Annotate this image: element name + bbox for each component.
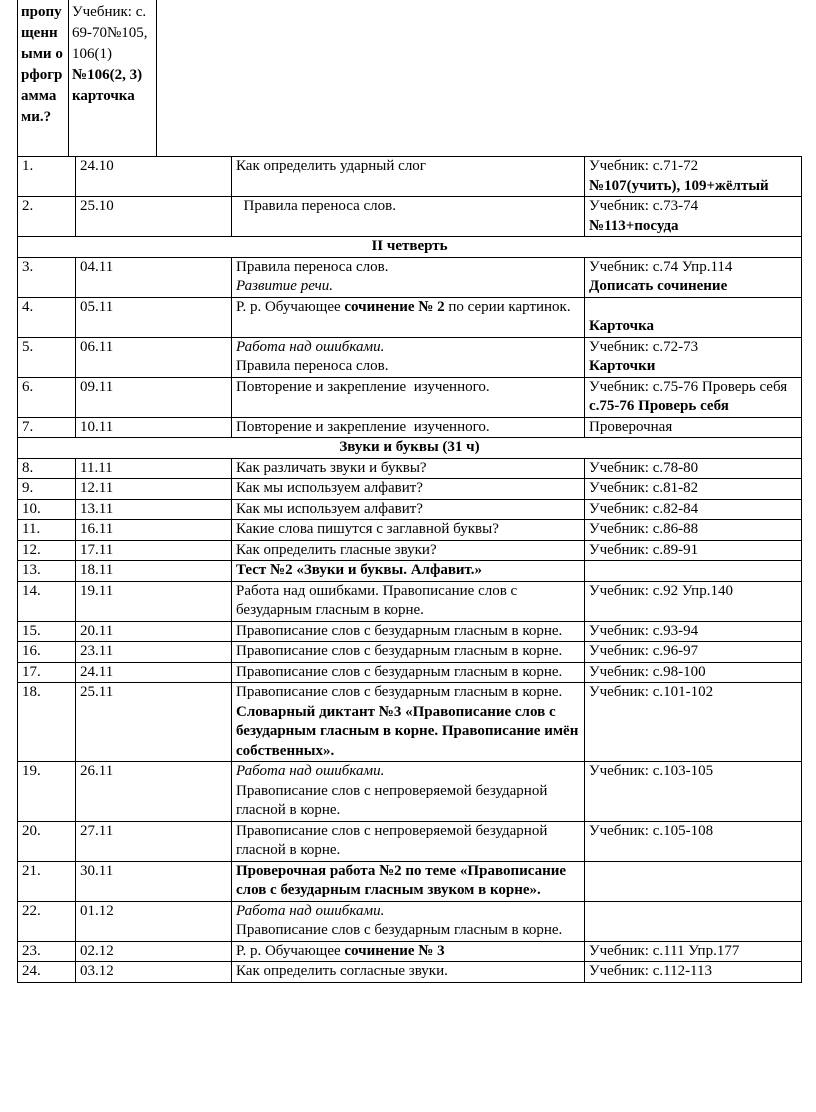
lesson-number: 17. xyxy=(18,662,76,683)
topic-text: Правописание слов с безударным гласным в корне. xyxy=(236,684,563,700)
homework xyxy=(585,683,802,762)
lesson-topic xyxy=(232,520,585,541)
topic-bold: сочинение № 2 xyxy=(344,298,445,315)
lesson-date: 01.12 xyxy=(76,901,232,941)
lesson-number: 22. xyxy=(18,901,76,941)
table-row xyxy=(18,520,802,541)
lesson-topic xyxy=(232,941,585,962)
lesson-number: 24. xyxy=(18,962,76,983)
table-row xyxy=(18,581,802,621)
homework xyxy=(585,621,802,642)
lesson-date: 18.11 xyxy=(76,561,232,582)
lesson-date: 17.11 xyxy=(76,540,232,561)
topic-text: Повторение и закрепление изученного. xyxy=(236,418,490,435)
top-cell-topic: пропущенными орфограммами.? xyxy=(18,0,69,156)
lesson-topic xyxy=(232,683,585,762)
topic-text: Как различать звуки и буквы? xyxy=(236,459,427,476)
lesson-date: 25.10 xyxy=(76,197,232,237)
homework-text: Учебник: с.86-88 xyxy=(589,521,699,537)
homework xyxy=(585,540,802,561)
lesson-topic xyxy=(232,479,585,500)
lesson-number: 7. xyxy=(18,417,76,438)
top-homework-bold: №106(2, 3) карточка xyxy=(72,67,143,104)
section-title: II четверть xyxy=(18,237,802,258)
lesson-number: 3. xyxy=(18,257,76,297)
table-row xyxy=(18,941,802,962)
topic-italic: Работа над ошибками. xyxy=(236,763,385,779)
homework-text: Учебник: с.74 Упр.114 xyxy=(589,258,733,275)
homework xyxy=(585,762,802,822)
lesson-date: 05.11 xyxy=(76,297,232,337)
homework-text: Учебник: с.81-82 xyxy=(589,480,699,496)
lesson-topic xyxy=(232,561,585,582)
topic-text: Правописание слов с безударным гласным в корне. xyxy=(236,922,563,938)
top-fragment xyxy=(17,0,157,156)
homework-text: Учебник: с.82-84 xyxy=(589,500,699,517)
lesson-topic xyxy=(232,197,585,237)
homework xyxy=(585,297,802,337)
table-row xyxy=(18,377,802,417)
topic-text: Как мы используем алфавит? xyxy=(236,500,423,517)
lesson-topic xyxy=(232,962,585,983)
homework-text: Учебник: с.111 Упр.177 xyxy=(589,942,740,959)
homework xyxy=(585,901,802,941)
lesson-topic xyxy=(232,377,585,417)
topic-text: Правописание слов с непроверяемой безударной гласной в корне. xyxy=(236,782,552,818)
topic-text: Р. р. Обучающее xyxy=(236,942,345,959)
lesson-topic xyxy=(232,581,585,621)
topic-bold: сочинение № 3 xyxy=(344,942,445,959)
lesson-number: 16. xyxy=(18,642,76,663)
homework xyxy=(585,479,802,500)
table-row xyxy=(18,683,802,762)
homework-bold: №113+посуда xyxy=(589,217,679,234)
lesson-date: 24.11 xyxy=(76,662,232,683)
lesson-number: 6. xyxy=(18,377,76,417)
table-row xyxy=(18,417,802,438)
homework xyxy=(585,962,802,983)
lesson-number: 23. xyxy=(18,941,76,962)
lesson-number: 2. xyxy=(18,197,76,237)
table-row xyxy=(18,337,802,377)
lesson-number: 21. xyxy=(18,861,76,901)
homework xyxy=(585,197,802,237)
topic-text: Правила переноса слов. xyxy=(236,358,389,374)
lesson-topic xyxy=(232,540,585,561)
table-row xyxy=(18,540,802,561)
lesson-topic xyxy=(232,621,585,642)
lesson-date: 03.12 xyxy=(76,962,232,983)
lesson-date: 23.11 xyxy=(76,642,232,663)
homework-text: Учебник: с.101-102 xyxy=(589,684,714,700)
lesson-topic xyxy=(232,861,585,901)
table-row xyxy=(18,157,802,197)
homework xyxy=(585,417,802,438)
topic-text: Правила переноса слов. xyxy=(236,198,396,214)
homework xyxy=(585,257,802,297)
lesson-date: 20.11 xyxy=(76,621,232,642)
homework-text: Учебник: с.73-74 xyxy=(589,198,699,214)
lesson-date: 12.11 xyxy=(76,479,232,500)
lesson-topic xyxy=(232,821,585,861)
lesson-number: 20. xyxy=(18,821,76,861)
table-row xyxy=(18,197,802,237)
table-row xyxy=(18,762,802,822)
lesson-number: 18. xyxy=(18,683,76,762)
topic-text: Р. р. Обучающее xyxy=(236,298,345,315)
homework xyxy=(585,581,802,621)
table-row xyxy=(18,479,802,500)
lesson-topic xyxy=(232,337,585,377)
topic-text: Как мы используем алфавит? xyxy=(236,480,423,496)
lesson-number: 1. xyxy=(18,157,76,197)
lesson-date: 16.11 xyxy=(76,520,232,541)
lesson-date: 02.12 xyxy=(76,941,232,962)
homework xyxy=(585,377,802,417)
lesson-topic xyxy=(232,662,585,683)
topic-bold: Словарный диктант №3 «Правописание слов с безударным гласным в корне. Правописание имён собственных». xyxy=(236,703,579,759)
homework xyxy=(585,337,802,377)
homework xyxy=(585,499,802,520)
section-header-row xyxy=(18,237,802,258)
table-row xyxy=(18,962,802,983)
lesson-date: 10.11 xyxy=(76,417,232,438)
homework-text: Учебник: с.78-80 xyxy=(589,459,699,476)
lesson-date: 30.11 xyxy=(76,861,232,901)
topic-text: Как определить ударный слог xyxy=(236,158,426,174)
homework-bold: Карточки xyxy=(589,358,656,374)
topic-italic: Развитие речи. xyxy=(236,278,334,294)
lesson-date: 13.11 xyxy=(76,499,232,520)
topic-text: Как определить согласные звуки. xyxy=(236,963,448,979)
homework xyxy=(585,520,802,541)
topic-text: Повторение и закрепление изученного. xyxy=(236,378,490,395)
homework-bold: №107(учить), 109+жёлтый xyxy=(589,177,769,194)
lesson-topic xyxy=(232,257,585,297)
lesson-number: 8. xyxy=(18,458,76,479)
topic-italic: Работа над ошибками. xyxy=(236,902,385,919)
lesson-number: 9. xyxy=(18,479,76,500)
homework-text: Учебник: с.105-108 xyxy=(589,822,714,839)
homework-text: Учебник: с.89-91 xyxy=(589,541,699,558)
lesson-number: 19. xyxy=(18,762,76,822)
topic-text: Правописание слов с непроверяемой безударной гласной в корне. xyxy=(236,822,552,858)
table-row xyxy=(18,861,802,901)
top-cell-homework xyxy=(69,0,155,156)
lesson-topic xyxy=(232,297,585,337)
topic-text-end: по серии картинок. xyxy=(444,298,571,315)
lesson-number: 14. xyxy=(18,581,76,621)
homework xyxy=(585,642,802,663)
homework-bold: с.75-76 Проверь себя xyxy=(589,398,729,414)
lesson-date: 09.11 xyxy=(76,377,232,417)
homework-text: Учебник: с.98-100 xyxy=(589,663,706,680)
topic-text: Правописание слов с безударным гласным в корне. xyxy=(236,663,563,680)
homework xyxy=(585,561,802,582)
lesson-date: 26.11 xyxy=(76,762,232,822)
lesson-date: 19.11 xyxy=(76,581,232,621)
lesson-number: 5. xyxy=(18,337,76,377)
lesson-topic xyxy=(232,762,585,822)
homework-text: Учебник: с.72-73 xyxy=(589,338,699,355)
lesson-date: 27.11 xyxy=(76,821,232,861)
homework xyxy=(585,941,802,962)
homework-text: Учебник: с.96-97 xyxy=(589,643,699,659)
homework-bold: Карточка xyxy=(589,318,654,334)
table-row xyxy=(18,621,802,642)
top-homework-text: Учебник: с.69-70№105, 106(1) xyxy=(72,4,148,62)
lesson-number: 11. xyxy=(18,520,76,541)
lesson-number: 10. xyxy=(18,499,76,520)
table-row xyxy=(18,499,802,520)
table-row xyxy=(18,561,802,582)
lesson-date: 11.11 xyxy=(76,458,232,479)
lesson-number: 13. xyxy=(18,561,76,582)
lesson-topic xyxy=(232,458,585,479)
section-title: Звуки и буквы (31 ч) xyxy=(18,438,802,459)
homework-bold: Дописать сочинение xyxy=(589,278,728,294)
homework-text: Учебник: с.93-94 xyxy=(589,622,699,639)
topic-bold: Тест №2 «Звуки и буквы. Алфавит.» xyxy=(236,562,483,578)
lesson-topic xyxy=(232,642,585,663)
table-row xyxy=(18,458,802,479)
lesson-topic xyxy=(232,157,585,197)
lesson-date: 04.11 xyxy=(76,257,232,297)
lesson-number: 12. xyxy=(18,540,76,561)
table-row xyxy=(18,257,802,297)
topic-text: Правила переноса слов. xyxy=(236,258,389,275)
topic-text: Как определить гласные звуки? xyxy=(236,541,437,558)
lesson-date: 24.10 xyxy=(76,157,232,197)
lesson-date: 06.11 xyxy=(76,337,232,377)
homework-text: Учебник: с.71-72 xyxy=(589,158,699,174)
lesson-topic xyxy=(232,901,585,941)
homework xyxy=(585,861,802,901)
homework xyxy=(585,458,802,479)
homework xyxy=(585,662,802,683)
table-row xyxy=(18,642,802,663)
homework-text: Учебник: с.112-113 xyxy=(589,963,713,979)
homework xyxy=(585,157,802,197)
lesson-number: 15. xyxy=(18,621,76,642)
topic-text: Работа над ошибками. Правописание слов с безударным гласным в корне. xyxy=(236,582,521,618)
section-header-row xyxy=(18,438,802,459)
homework-text: Учебник: с.92 Упр.140 xyxy=(589,582,733,599)
homework-text: Учебник: с.75-76 Проверь себя xyxy=(589,378,788,395)
homework xyxy=(585,821,802,861)
lesson-topic xyxy=(232,417,585,438)
table-row xyxy=(18,297,802,337)
lesson-date: 25.11 xyxy=(76,683,232,762)
table-row xyxy=(18,821,802,861)
lesson-topic xyxy=(232,499,585,520)
lesson-number: 4. xyxy=(18,297,76,337)
lesson-plan-table xyxy=(17,156,802,983)
topic-text: Правописание слов с безударным гласным в корне. xyxy=(236,643,563,659)
topic-bold: Проверочная работа №2 по теме «Правописание слов с безударным гласным звуком в корне». xyxy=(236,862,567,898)
topic-text: Какие слова пишутся с заглавной буквы? xyxy=(236,521,499,537)
topic-italic: Работа над ошибками. xyxy=(236,338,385,355)
topic-text: Правописание слов с безударным гласным в корне. xyxy=(236,622,563,639)
table-row xyxy=(18,901,802,941)
table-row xyxy=(18,662,802,683)
homework-text: Учебник: с.103-105 xyxy=(589,763,714,779)
homework-text: Проверочная xyxy=(589,418,673,435)
